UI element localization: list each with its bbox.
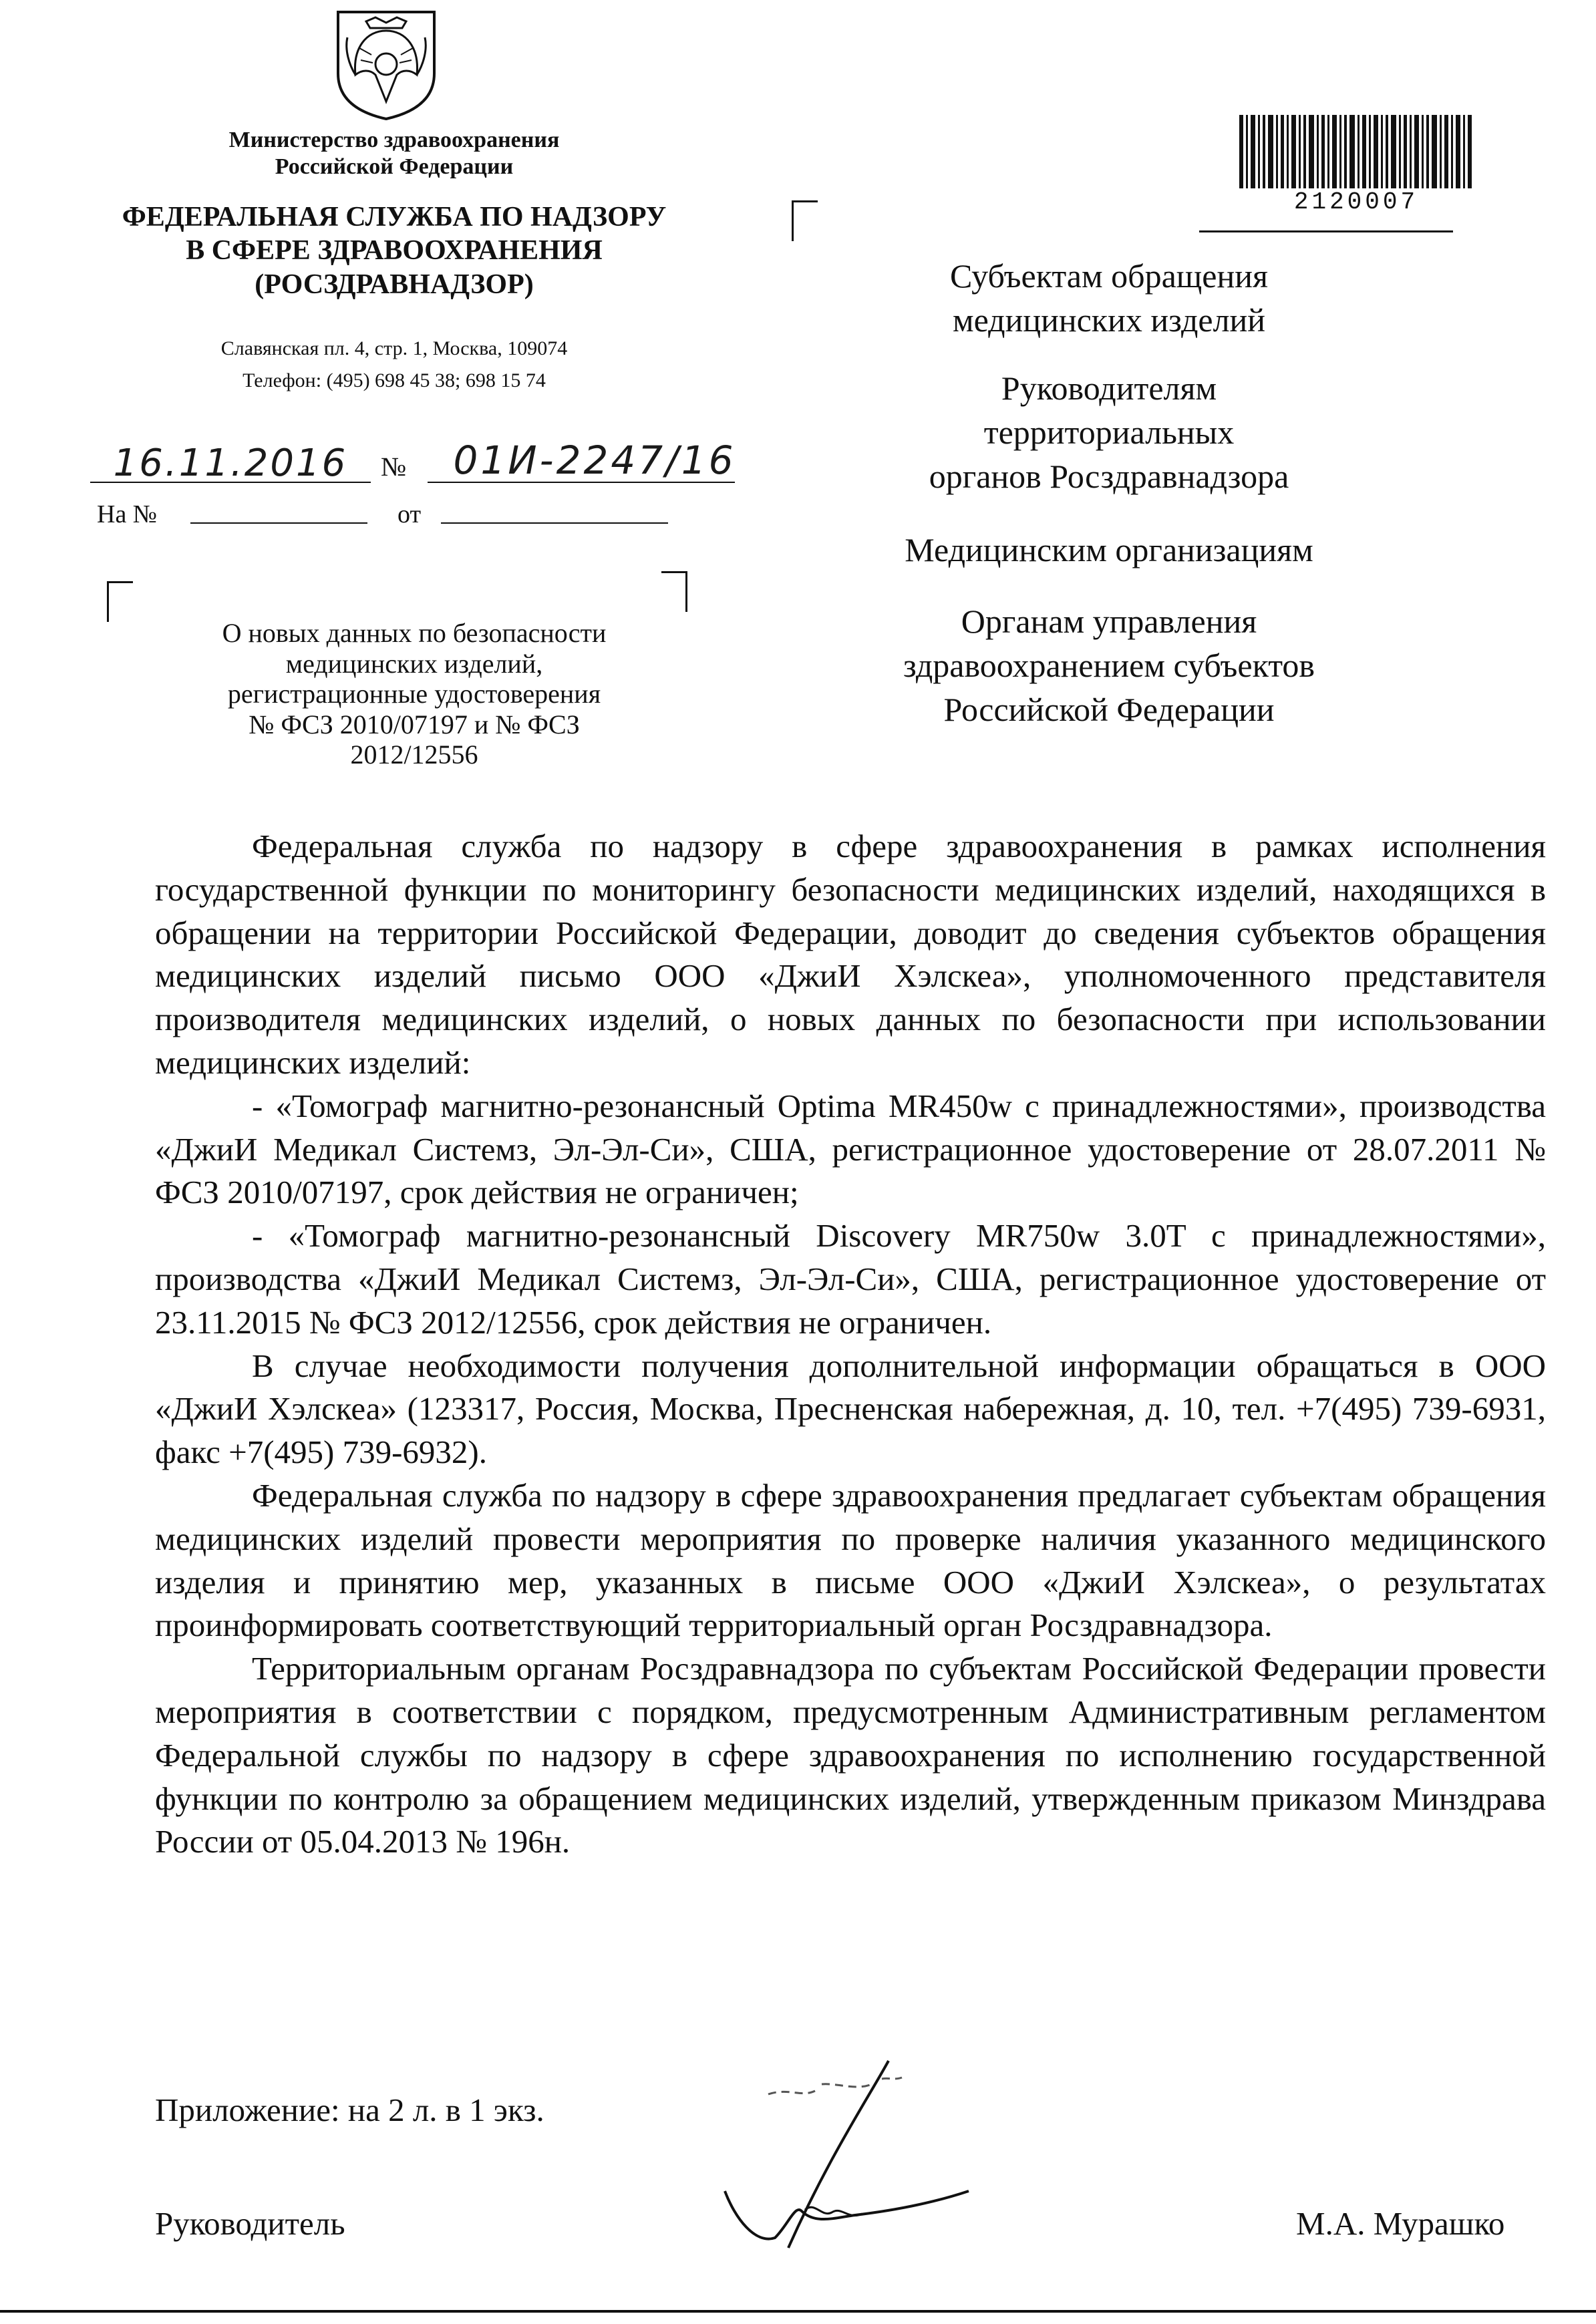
outgoing-number-underline	[428, 482, 735, 483]
recipient-line: территориальных	[983, 413, 1235, 451]
recipient-group-4	[808, 599, 1410, 731]
addressee-bracket-line	[1199, 230, 1453, 232]
body-paragraph: Федеральная служба по надзору в сфере здравоохранения предлагает субъектам обращения медицинских изделий провести мероприятия по проверке наличия указанного медицинского изделия и принятию мер, указанных в письме ООО «ДжиИ Хэлскеа», о результатах проинформировать соответствующий территориальный орган Росздравнадзора.	[155, 1476, 1546, 1644]
incoming-number-label: На №	[97, 500, 158, 528]
recipient-line: Органам управления	[961, 603, 1257, 640]
subject-line-3: регистрационные удостоверения	[227, 679, 601, 709]
incoming-date-blank	[441, 500, 668, 524]
body-paragraph: В случае необходимости получения дополнительной информации обращаться в ООО «ДжиИ Хэлскеа» (123317, Россия, Москва, Пресненская набережная, д. 10, тел. +7(495) 739-6931, факс +7(495) 739-6932).	[155, 1347, 1546, 1471]
subject-line-1: О новых данных по безопасности	[222, 618, 607, 648]
body-list-item: - «Томограф магнитно-резонансный Optima MR450w с принадлежностями», производства «ДжиИ Медикал Системз, Эл-Эл-Си», США, регистрационное удостоверение от 28.07.2011 № ФСЗ 2010/07197, срок действия не ограничен;	[155, 1087, 1546, 1211]
outgoing-date-underline	[90, 482, 371, 483]
coat-of-arms-emblem	[319, 8, 453, 122]
service-line-2: В СФЕРЕ ЗДРАВООХРАНЕНИЯ	[186, 235, 603, 267]
subject-line-2: медицинских изделий,	[285, 648, 543, 679]
recipient-line: органов Росздравнадзора	[929, 458, 1289, 495]
body-paragraph: Территориальным органам Росздравнадзора по субъектам Российской Федерации провести мероприятия в соответствии с порядком, предусмотренным Административным регламентом Федеральной службы по надзору в сфере здравоохранения по исполнению государственной функции по контролю за обращением медицинских изделий, утвержденным приказом Минздрава России от 05.04.2013 № 196н.	[155, 1650, 1546, 1860]
outgoing-date: 16.11.2016	[113, 442, 348, 485]
ministry-line-2: Российской Федерации	[275, 154, 514, 180]
handwritten-signature	[688, 2057, 1002, 2258]
incoming-number-blank	[190, 500, 367, 524]
subject-line-5: 2012/12556	[350, 739, 478, 770]
recipient-line: Медицинским организациям	[905, 531, 1313, 568]
subject-corner-left	[107, 581, 133, 622]
recipient-line: Руководителям	[1001, 369, 1217, 407]
letter-subject	[160, 618, 668, 770]
barcode	[1239, 115, 1473, 188]
service-line-3: (РОСЗДРАВНАДЗОР)	[255, 269, 534, 300]
sender-phone: Телефон: (495) 698 45 38; 698 15 74	[243, 369, 546, 391]
subject-line-4: № ФСЗ 2010/07197 и № ФСЗ	[249, 709, 580, 739]
recipient-line: здравоохранением субъектов	[903, 647, 1315, 684]
outgoing-number: 01И-2247/16	[453, 438, 736, 483]
body-paragraph: Федеральная служба по надзору в сфере здравоохранения в рамках исполнения государственной функции по мониторингу безопасности медицинских изделий, находящихся в обращении на территории Российской Федерации, доводит до сведения субъектов обращения медицинских изделий письмо ООО «ДжиИ Хэлскеа», уполномоченного представителя производителя медицинских изделий, о новых данных по безопасности при использовании медицинских изделий:	[155, 828, 1546, 1081]
signer-name: М.А. Мурашко	[1296, 2205, 1505, 2242]
body-list-item: - «Томограф магнитно-резонансный Discovery MR750w 3.0T с принадлежностями», производства «ДжиИ Медикал Системз, Эл-Эл-Си», США, регистрационное удостоверение от 23.11.2015 № ФСЗ 2012/12556, срок действия не ограничен.	[155, 1217, 1546, 1341]
recipient-group-1	[808, 254, 1410, 342]
outgoing-reference	[90, 438, 772, 491]
incoming-date-label: от	[397, 500, 422, 528]
recipient-line: медицинских изделий	[952, 301, 1266, 339]
barcode-number: 2120007	[1293, 188, 1419, 216]
recipient-group-3	[808, 528, 1410, 572]
ministry-line-1: Министерство здравоохранения	[228, 128, 560, 152]
service-name	[87, 200, 701, 301]
incoming-reference	[97, 500, 698, 540]
ministry-name	[87, 127, 701, 180]
recipient-line: Российской Федерации	[943, 691, 1275, 728]
recipient-line: Субъектам обращения	[950, 257, 1268, 295]
appendix-note: Приложение: на 2 л. в 1 экз.	[155, 2092, 544, 2128]
page-bottom-rule	[0, 2310, 1596, 2313]
letter-body	[155, 825, 1546, 1864]
sender-address: Славянская пл. 4, стр. 1, Москва, 109074	[220, 337, 568, 359]
addressee-corner-left	[792, 200, 818, 241]
recipient-group-2	[808, 366, 1410, 498]
outgoing-number-sign: №	[381, 452, 407, 482]
service-line-1: ФЕДЕРАЛЬНАЯ СЛУЖБА ПО НАДЗОРУ	[122, 202, 667, 232]
signer-role: Руководитель	[155, 2205, 345, 2242]
subject-corner-right	[661, 571, 687, 612]
